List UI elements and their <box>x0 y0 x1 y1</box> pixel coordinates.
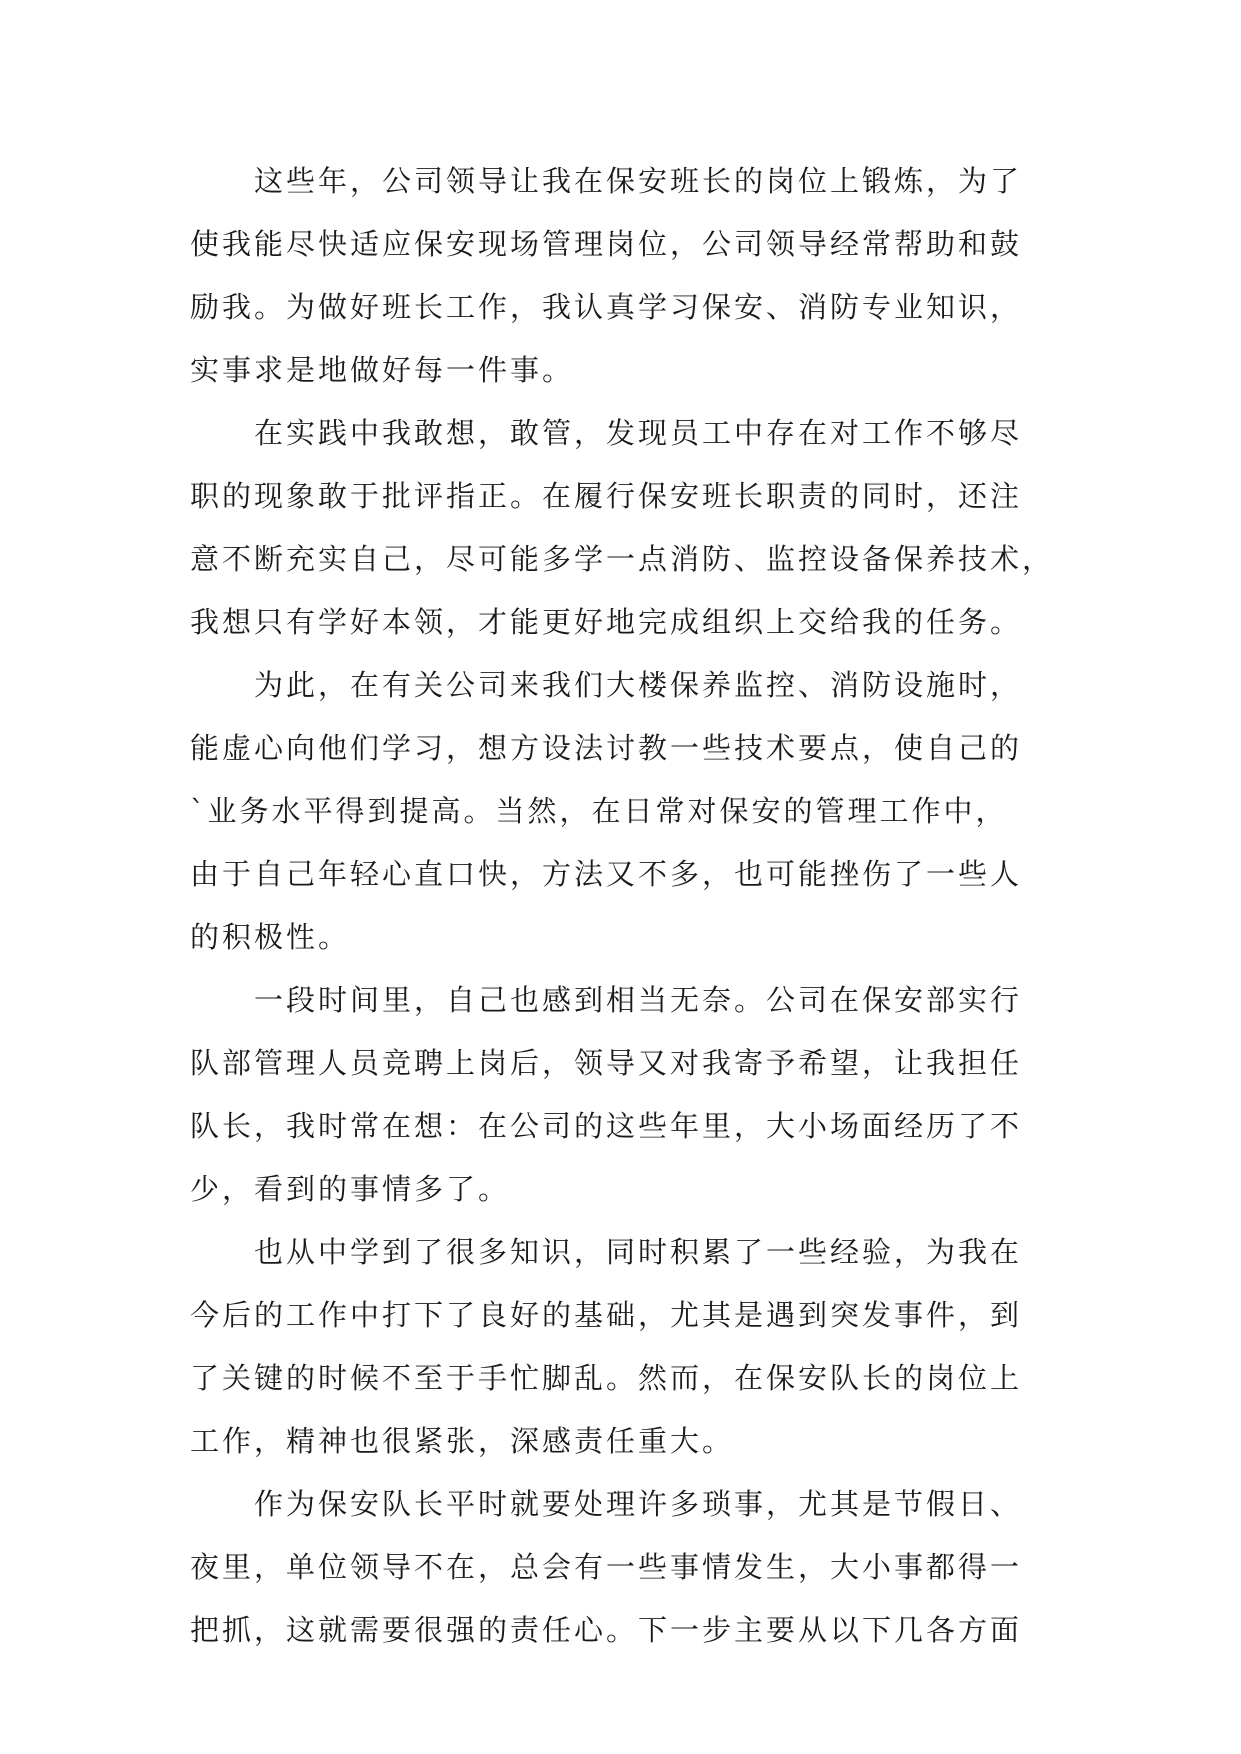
text-line: 使我能尽快适应保安现场管理岗位，公司领导经常帮助和鼓 <box>190 227 1023 261</box>
text-line: 我想只有学好本领，才能更好地完成组织上交给我的任务。 <box>190 605 1023 639</box>
text-line: 少，看到的事情多了。 <box>190 1172 511 1206</box>
text-line: `业务水平得到提高。当然，在日常对保安的管理工作中， <box>190 794 1008 828</box>
text-line: 实事求是地做好每一件事。 <box>190 353 575 387</box>
paragraph <box>190 654 1070 969</box>
text-line: 队部管理人员竞聘上岗后，领导又对我寄予希望，让我担任 <box>190 1046 1023 1080</box>
paragraph <box>190 150 1070 402</box>
text-line: 职的现象敢于批评指正。在履行保安班长职责的同时，还注 <box>190 479 1023 513</box>
text-line: 的积极性。 <box>190 920 351 954</box>
text-line: 意不断充实自己，尽可能多学一点消防、监控设备保养技术， <box>190 542 1055 576</box>
text-line: 工作，精神也很紧张，深感责任重大。 <box>190 1424 735 1458</box>
text-line: 今后的工作中打下了良好的基础，尤其是遇到突发事件，到 <box>190 1298 1023 1332</box>
text-line: 能虚心向他们学习，想方设法讨教一些技术要点，使自己的 <box>190 731 1023 765</box>
text-line: 队长，我时常在想：在公司的这些年里，大小场面经历了不 <box>190 1109 1023 1143</box>
text-line: 在实践中我敢想，敢管，发现员工中存在对工作不够尽 <box>254 416 1023 450</box>
text-line: 由于自己年轻心直口快，方法又不多，也可能挫伤了一些人 <box>190 857 1023 891</box>
document-body <box>190 150 1070 1662</box>
text-line: 为此，在有关公司来我们大楼保养监控、消防设施时， <box>254 668 1023 702</box>
text-line: 作为保安队长平时就要处理许多琐事，尤其是节假日、 <box>254 1487 1023 1521</box>
text-line: 励我。为做好班长工作，我认真学习保安、消防专业知识， <box>190 290 1023 324</box>
text-line: 这些年，公司领导让我在保安班长的岗位上锻炼，为了 <box>254 164 1023 198</box>
text-line: 夜里，单位领导不在，总会有一些事情发生，大小事都得一 <box>190 1550 1023 1584</box>
text-line: 把抓，这就需要很强的责任心。下一步主要从以下几各方面 <box>190 1613 1023 1647</box>
paragraph <box>190 402 1070 654</box>
text-line: 一段时间里，自己也感到相当无奈。公司在保安部实行 <box>254 983 1023 1017</box>
text-line: 了关键的时候不至于手忙脚乱。然而，在保安队长的岗位上 <box>190 1361 1023 1395</box>
text-line: 也从中学到了很多知识，同时积累了一些经验，为我在 <box>254 1235 1023 1269</box>
paragraph <box>190 969 1070 1221</box>
paragraph <box>190 1473 1070 1662</box>
paragraph <box>190 1221 1070 1473</box>
